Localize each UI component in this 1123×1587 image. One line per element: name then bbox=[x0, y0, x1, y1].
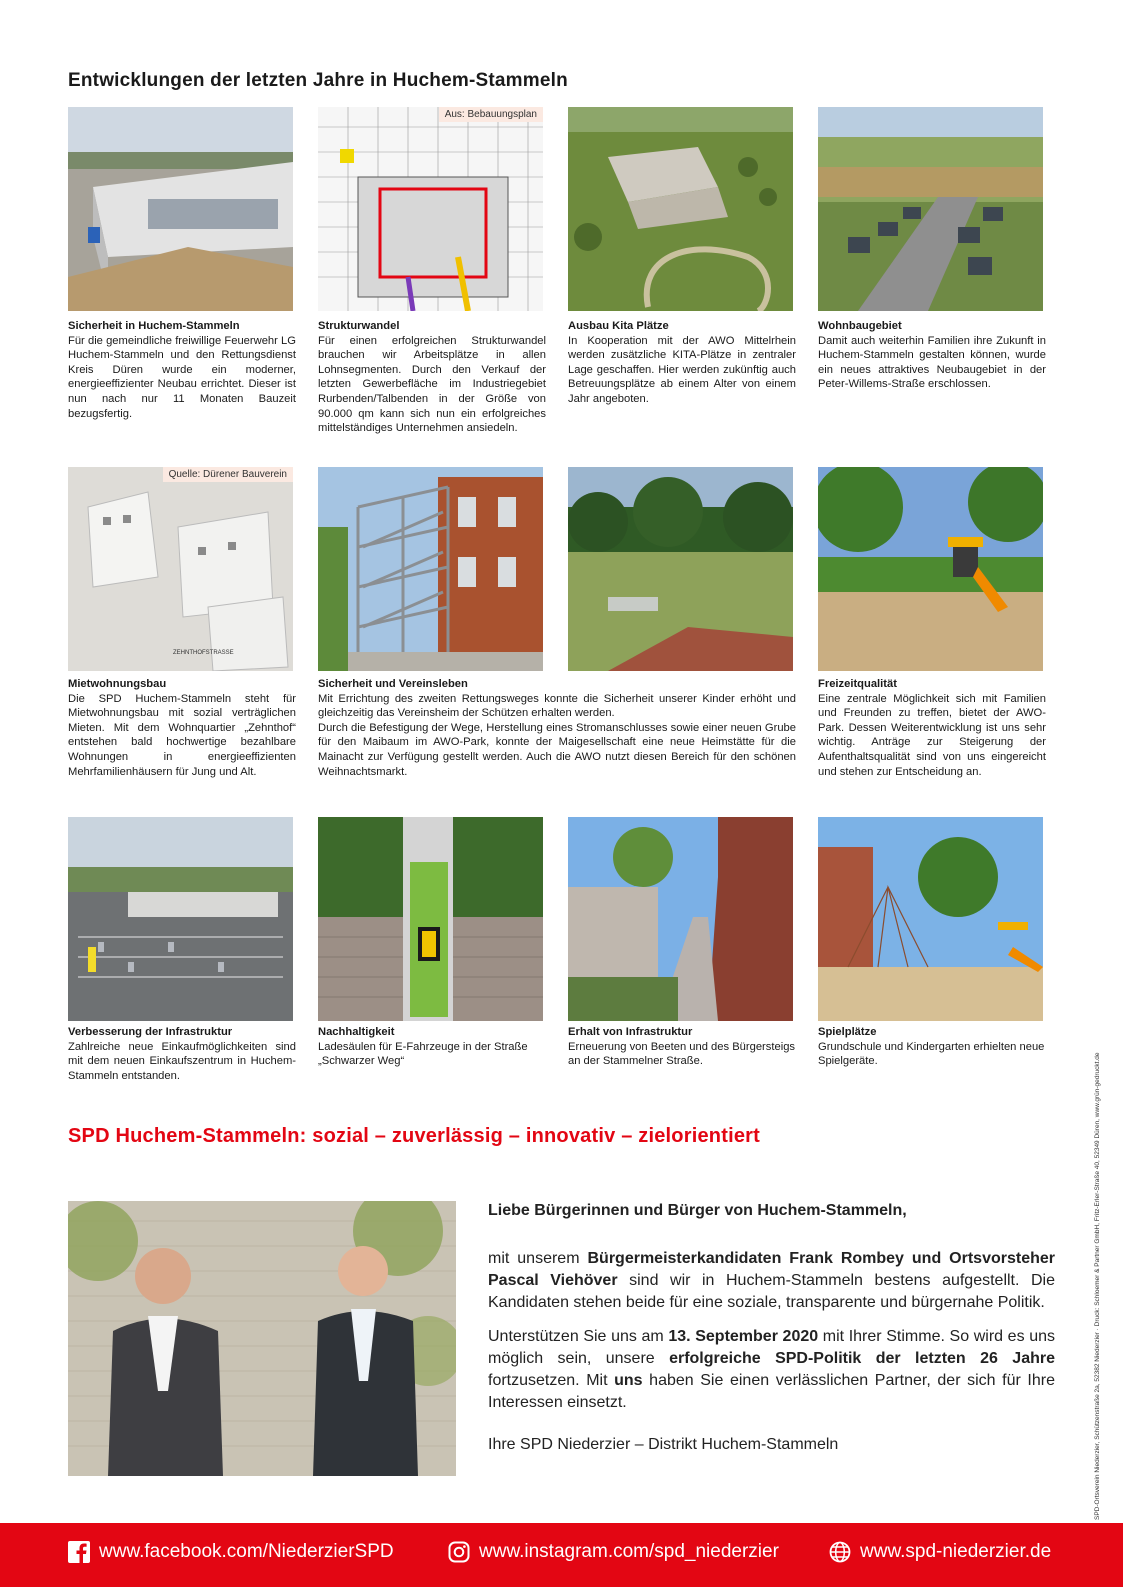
map-bebauungsplan bbox=[318, 107, 543, 311]
slogan: SPD Huchem-Stammeln: sozial – zuverlässig – innovativ – zielorientiert bbox=[68, 1125, 760, 1147]
letter-greeting: Liebe Bürgerinnen und Bürger von Huchem-Stammeln, bbox=[488, 1202, 907, 1219]
facebook-link-text: www.facebook.com/NiederzierSPD bbox=[99, 1541, 394, 1562]
caption-title: Spielplätze bbox=[818, 1026, 877, 1038]
letter-text: mit unserem bbox=[488, 1250, 588, 1267]
source-label: Aus: Bebauungsplan bbox=[439, 107, 543, 122]
letter-text: Unterstützen Sie uns am bbox=[488, 1328, 669, 1345]
instagram-link-text: www.instagram.com/spd_niederzier bbox=[479, 1541, 779, 1562]
photo-einkaufszentrum bbox=[68, 817, 293, 1021]
letter-signature: Ihre SPD Niederzier – Distrikt Huchem-Stammeln bbox=[488, 1436, 839, 1453]
footer-bar bbox=[0, 1523, 1123, 1587]
globe-icon bbox=[829, 1541, 851, 1563]
facebook-icon bbox=[68, 1541, 90, 1563]
caption-title: Verbesserung der Infrastruktur bbox=[68, 1026, 233, 1038]
render-zehnthof bbox=[68, 467, 293, 671]
photo-ladesaeule bbox=[318, 817, 543, 1021]
photo-buergersteig bbox=[568, 817, 793, 1021]
caption-vereinsleben bbox=[318, 677, 796, 779]
caption-text: Ladesäulen für E-Fahrzeuge in der Straße „Schwarzer Weg“ bbox=[318, 1040, 528, 1068]
caption-text: Damit auch weiterhin Familien ihre Zukunft in Huchem-Stammeln gestalten können, wurde ein neues attraktives Neubaugebiet in der Peter-Willems-Straße erschlossen. bbox=[818, 334, 1046, 391]
footer-facebook-link[interactable] bbox=[68, 1541, 394, 1563]
caption-title: Ausbau Kita Plätze bbox=[568, 320, 669, 332]
letter-text: haben Sie einen verlässlichen Partner, der sich für Ihre Interessen einsetzt. bbox=[488, 1372, 1056, 1411]
source-label: Quelle: Dürener Bauverein bbox=[163, 467, 293, 482]
caption-wohnbaugebiet bbox=[818, 319, 1046, 392]
letter-text: sind wir in Huchem-Stammeln bestens aufgestellt. Die Kandidaten stehen beide für eine soziale, transparente und bürgernahe Politik. bbox=[488, 1272, 1056, 1311]
photo-wohnbaugebiet bbox=[818, 107, 1043, 311]
letter-emphasis: Bürgermeisterkandidaten Frank Rombey und Ortsvorsteher Pascal Viehöver bbox=[488, 1250, 1056, 1289]
letter-text: mit Ihrer Stimme. So wird es uns möglich sein, unsere bbox=[488, 1328, 1056, 1367]
letter-emphasis: erfolgreiche SPD-Politik der letzten 26 Jahre bbox=[669, 1350, 1056, 1367]
caption-text: Eine zentrale Möglichkeit sich mit Familien und Freunden zu treffen, bietet der AWO-Park. Dessen Weiterentwicklung ist uns sehr wichtig. Anträge zur Steigerung der Aufenthaltsqualität sind von uns eingereicht und stehen zur Entscheidung an. bbox=[818, 692, 1046, 778]
caption-erhalt-infrastruktur bbox=[568, 1025, 796, 1069]
caption-text: Erneuerung von Beeten und des Bürgersteigs an der Stammelner Straße. bbox=[568, 1040, 796, 1068]
photo-kita bbox=[568, 107, 793, 311]
caption-text-2: Durch die Befestigung der Wege, Herstellung eines Stromanschlusses sowie einer neuen Grube für den Maibaum im AWO-Park, konnte der Maigesellschaft eine neue Heimstätte für die Mainacht zur Verfügung gestellt werden. Auch die AWO nutzt diesen Bereich für den schönen Weihnachtsmarkt. bbox=[318, 721, 796, 778]
letter-text: fortzusetzen. Mit bbox=[488, 1372, 615, 1389]
caption-infrastruktur bbox=[68, 1025, 296, 1083]
caption-text: Für die gemeindliche freiwillige Feuerwehr LG Huchem-Stammeln und den Rettungsdienst Kreis Düren wurde ein moderner, energieeffizienter Neubau errichtet. Dieser ist nun nach nur 11 Monaten Bauzeit bezugsfertig. bbox=[68, 334, 296, 420]
caption-text: In Kooperation mit der AWO Mittelrhein werden zusätzliche KITA-Plätze in zentraler Lage geschaffen. Hier werden zukünftig auch Betreuungsplätze ab einem Alter von einem Jahr angeboten. bbox=[568, 334, 796, 405]
instagram-icon bbox=[448, 1541, 470, 1563]
photo-fire-station bbox=[68, 107, 293, 311]
caption-kita bbox=[568, 319, 796, 407]
letter-emphasis: 13. September 2020 bbox=[668, 1328, 819, 1345]
caption-title: Sicherheit und Vereinsleben bbox=[318, 678, 468, 690]
caption-strukturwandel bbox=[318, 319, 546, 436]
letter-paragraph-1 bbox=[488, 1248, 1055, 1314]
caption-title: Erhalt von Infrastruktur bbox=[568, 1026, 693, 1038]
caption-title: Wohnbaugebiet bbox=[818, 320, 902, 332]
imprint bbox=[1094, 1052, 1114, 1520]
photo-awo-park bbox=[568, 467, 793, 671]
caption-sicherheit bbox=[68, 319, 296, 421]
caption-title: Strukturwandel bbox=[318, 320, 400, 332]
caption-nachhaltigkeit bbox=[318, 1025, 546, 1069]
imprint-text: SPD-Ortsverein Niederzier, Schützenstraße 2a, 52382 Niederzier · Druck: Schloemer & Partner GmbH, Fritz-Erler-Straße 40, 52349 Düren, www.grün-gedruckt.de bbox=[1094, 1052, 1101, 1520]
caption-title: Nachhaltigkeit bbox=[318, 1026, 395, 1038]
footer-web-link[interactable] bbox=[829, 1541, 1051, 1563]
page-title: Entwicklungen der letzten Jahre in Huchem-Stammeln bbox=[68, 70, 568, 91]
street-label: ZEHNTHOFSTRASSE bbox=[173, 650, 234, 656]
caption-text: Für einen erfolgreichen Strukturwandel brauchen wir Arbeitsplätze in allen Lohnsegmenten. Durch den Verkauf der letzten Gewerbefläche im Industriegebiet Rurbenden/Talbenden in der Größe von 90.000 qm kann sich nun ein erfolgreiches mittelständiges Unternehmen ansiedeln. bbox=[318, 334, 546, 435]
caption-text: Mit Errichtung des zweiten Rettungsweges konnte die Sicherheit unserer Kinder erhöht und gleichzeitig das Vereinsheim der Schützen erhalten werden. bbox=[318, 692, 796, 720]
letter bbox=[488, 1200, 1055, 1468]
caption-title: Freizeitqualität bbox=[818, 678, 897, 690]
footer-instagram-link[interactable] bbox=[448, 1541, 779, 1563]
caption-text: Grundschule und Kindergarten erhielten neue Spielgeräte. bbox=[818, 1040, 1045, 1068]
web-link-text: www.spd-niederzier.de bbox=[860, 1541, 1052, 1562]
photo-candidates bbox=[68, 1201, 456, 1476]
caption-spielplaetze bbox=[818, 1025, 1046, 1069]
photo-spielplatz-schule bbox=[818, 817, 1043, 1021]
photo-rettungsweg bbox=[318, 467, 543, 671]
letter-emphasis: uns bbox=[614, 1372, 643, 1389]
caption-freizeitqualitaet bbox=[818, 677, 1046, 779]
caption-mietwohnungsbau bbox=[68, 677, 296, 779]
caption-title: Sicherheit in Huchem-Stammeln bbox=[68, 320, 240, 332]
letter-paragraph-2 bbox=[488, 1326, 1055, 1414]
photo-spielplatz-park bbox=[818, 467, 1043, 671]
caption-title: Mietwohnungsbau bbox=[68, 678, 167, 690]
caption-text: Zahlreiche neue Einkaufmöglichkeiten sind mit dem neuen Einkaufszentrum in Huchem-Stammeln entstanden. bbox=[68, 1040, 296, 1082]
caption-text: Die SPD Huchem-Stammeln steht für Mietwohnungsbau mit sozial verträglichen Mieten. Mit dem Wohnquartier „Zehnthof“ entstehen bald hochwertige bezahlbare Wohnungen in energieeffizienten Mehrfamilienhäusern für Jung und Alt. bbox=[68, 692, 296, 778]
